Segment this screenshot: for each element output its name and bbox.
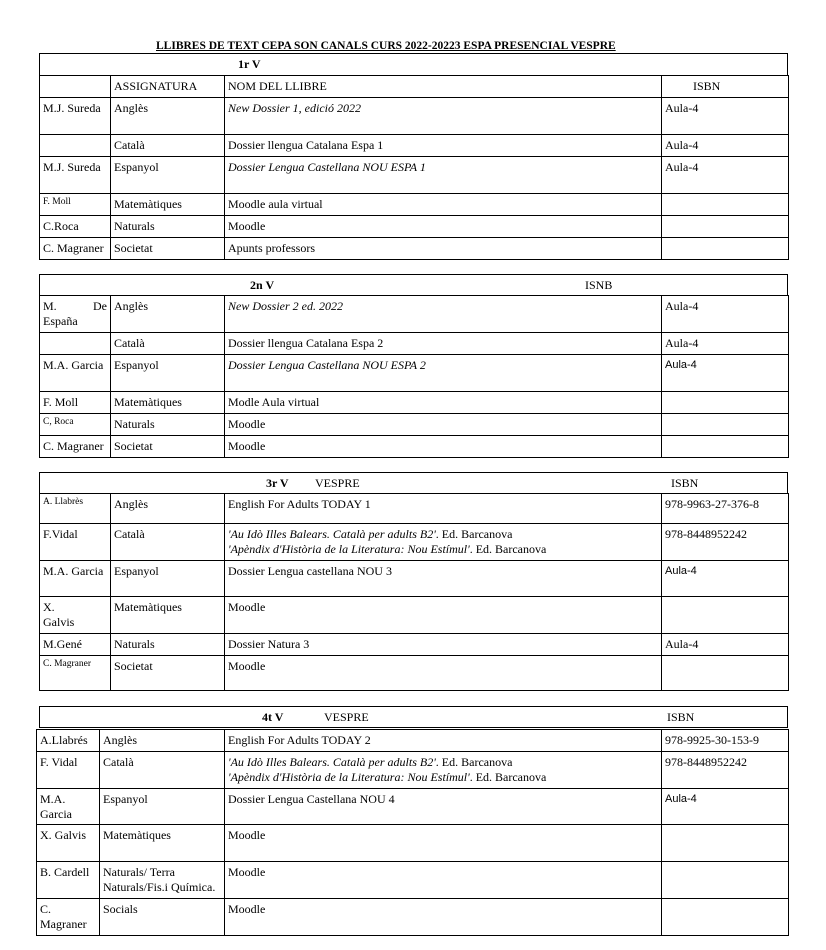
isbn-cell — [662, 392, 789, 414]
table-row — [37, 862, 789, 899]
subject-cell: Anglès — [111, 296, 225, 333]
subject-cell: Naturals — [111, 634, 225, 656]
teacher-cell: B. Cardell — [37, 862, 100, 899]
subject-cell: Anglès — [111, 98, 225, 135]
teacher-name-part: M. — [43, 299, 57, 313]
table-row — [37, 789, 789, 825]
table-row — [40, 238, 789, 260]
subject-cell: Naturals — [111, 414, 225, 436]
book-cell: English For Adults TODAY 2 — [225, 730, 662, 752]
table-row — [40, 634, 789, 656]
subject-cell: Societat — [111, 656, 225, 691]
isbn-header: ISBN — [671, 476, 699, 490]
isbn-cell — [662, 597, 789, 634]
teacher-cell: M.A. Garcia — [40, 561, 111, 597]
table-row — [40, 98, 789, 135]
teacher-cell: C.Roca — [40, 216, 111, 238]
column-header: ASSIGNATURA — [111, 76, 225, 98]
isbn-cell: 978-9925-30-153-9 — [662, 730, 789, 752]
book-title: 'Apèndix d'Història de la Literatura: Nou Estímul' — [228, 769, 470, 784]
teacher-cell: F. Moll — [40, 194, 111, 216]
teacher-name-part: España — [43, 313, 78, 328]
teacher-cell: M.A. Garcia — [37, 789, 100, 825]
isbn-cell: 978-8448952242 — [662, 752, 789, 789]
subject-cell: Català — [111, 524, 225, 561]
isbn-cell: 978-8448952242 — [662, 524, 789, 561]
isbn-cell — [662, 899, 789, 936]
subject-cell: Espanyol — [111, 355, 225, 392]
isbn-cell: Aula-4 — [662, 135, 789, 157]
teacher-cell: X. Galvis — [40, 597, 111, 634]
column-header — [40, 76, 111, 98]
teacher-cell: M.J. Sureda — [40, 157, 111, 194]
table-header-1r — [39, 53, 788, 76]
document-title: LLIBRES DE TEXT CEPA SON CANALS CURS 2022-20223 ESPA PRESENCIAL VESPRE — [156, 40, 616, 52]
table-row — [40, 656, 789, 691]
isbn-cell: Aula-4 — [662, 296, 789, 333]
isbn-cell — [662, 194, 789, 216]
teacher-cell — [40, 296, 111, 333]
subject-cell: Matemàtiques — [100, 825, 225, 862]
grade-label: 2n V — [250, 278, 275, 292]
isbn-cell — [662, 825, 789, 862]
subject-cell: Societat — [111, 436, 225, 458]
book-cell — [225, 752, 662, 789]
subject-cell: Anglès — [111, 494, 225, 524]
isbn-cell: Aula-4 — [662, 333, 789, 355]
book-publisher: . Ed. Barcanova — [469, 769, 547, 784]
isbn-cell — [662, 656, 789, 691]
book-cell: Moodle — [225, 656, 662, 691]
table-row — [40, 494, 789, 524]
isbn-cell — [662, 238, 789, 260]
table-3r — [39, 472, 788, 691]
book-cell: Moodle aula virtual — [225, 194, 662, 216]
table-row — [40, 135, 789, 157]
book-cell: Dossier Lengua Castellana NOU ESPA 1 — [225, 157, 662, 194]
subject-cell: Català — [111, 135, 225, 157]
teacher-cell: C. Magraner — [40, 656, 111, 691]
table-header-2n — [39, 274, 788, 296]
book-cell: Moodle — [225, 597, 662, 634]
grade-label: 4t V — [262, 710, 284, 724]
teacher-cell — [40, 333, 111, 355]
book-cell: Moodle — [225, 436, 662, 458]
subject-cell: Societat — [111, 238, 225, 260]
teacher-cell: A. Llabrès — [40, 494, 111, 524]
teacher-cell: C. Magraner — [40, 436, 111, 458]
book-cell: Moodle — [225, 862, 662, 899]
teacher-cell: M.J. Sureda — [40, 98, 111, 135]
isbn-cell: Aula-4 — [662, 561, 789, 597]
subject-cell: Naturals/ Terra Naturals/Fis.i Química. — [100, 862, 225, 899]
table-row — [37, 825, 789, 862]
book-cell — [225, 524, 662, 561]
isbn-cell — [662, 216, 789, 238]
subject-cell: Matemàtiques — [111, 392, 225, 414]
teacher-cell: C, Roca — [40, 414, 111, 436]
shift-label: VESPRE — [315, 476, 360, 490]
isbn-header: ISNB — [585, 278, 613, 292]
book-cell: Moodle — [225, 825, 662, 862]
subject-cell: Català — [100, 752, 225, 789]
book-publisher: . Ed. Barcanova — [469, 541, 547, 556]
book-cell: Dossier Lengua Castellana NOU 4 — [225, 789, 662, 825]
column-header: ISBN — [662, 76, 789, 98]
shift-label: VESPRE — [324, 710, 369, 724]
table-row — [40, 216, 789, 238]
table-row — [37, 899, 789, 936]
isbn-cell — [662, 436, 789, 458]
book-cell: New Dossier 1, edició 2022 — [225, 98, 662, 135]
table-row — [40, 524, 789, 561]
teacher-name-part: De — [93, 299, 107, 313]
book-cell: Modle Aula virtual — [225, 392, 662, 414]
column-header: NOM DEL LLIBRE — [225, 76, 662, 98]
isbn-cell: Aula-4 — [662, 157, 789, 194]
book-cell: Dossier Lengua Castellana NOU ESPA 2 — [225, 355, 662, 392]
teacher-cell: M.A. Garcia — [40, 355, 111, 392]
table-row — [40, 392, 789, 414]
table-row — [40, 333, 789, 355]
subject-cell: Matemàtiques — [111, 194, 225, 216]
teacher-cell: C. Magraner — [37, 899, 100, 936]
table-row — [40, 194, 789, 216]
table-header-4t — [39, 706, 788, 728]
book-publisher: . Ed. Barcanova — [435, 527, 513, 541]
book-cell: New Dossier 2 ed. 2022 — [225, 296, 662, 333]
teacher-cell: F. Vidal — [37, 752, 100, 789]
book-cell: Dossier llengua Catalana Espa 2 — [225, 333, 662, 355]
isbn-cell: Aula-4 — [662, 98, 789, 135]
book-cell: Dossier Lengua castellana NOU 3 — [225, 561, 662, 597]
teacher-cell: F.Vidal — [40, 524, 111, 561]
teacher-cell: F. Moll — [40, 392, 111, 414]
table-header-3r — [39, 472, 788, 494]
book-cell: English For Adults TODAY 1 — [225, 494, 662, 524]
table-row — [40, 296, 789, 333]
table-row — [37, 730, 789, 752]
table-row — [37, 752, 789, 789]
isbn-cell — [662, 414, 789, 436]
table-row — [40, 597, 789, 634]
book-cell: Moodle — [225, 414, 662, 436]
table-1r — [39, 53, 788, 260]
isbn-cell — [662, 862, 789, 899]
teacher-cell: A.Llabrés — [37, 730, 100, 752]
subject-cell: Espanyol — [100, 789, 225, 825]
isbn-cell: 978-9963-27-376-8 — [662, 494, 789, 524]
teacher-cell: X. Galvis — [37, 825, 100, 862]
book-cell: Moodle — [225, 216, 662, 238]
teacher-cell: C. Magraner — [40, 238, 111, 260]
teacher-cell — [40, 135, 111, 157]
book-cell: Dossier llengua Catalana Espa 1 — [225, 135, 662, 157]
book-publisher: . Ed. Barcanova — [435, 755, 513, 769]
book-cell: Dossier Natura 3 — [225, 634, 662, 656]
book-title: 'Au Idò Illes Balears. Català per adults B2' — [228, 755, 436, 769]
table-row — [40, 561, 789, 597]
isbn-cell: Aula-4 — [662, 789, 789, 825]
grade-label: 3r V — [266, 476, 289, 490]
book-cell: Apunts professors — [225, 238, 662, 260]
subject-cell: Socials — [100, 899, 225, 936]
table-row — [40, 414, 789, 436]
table-row — [40, 355, 789, 392]
teacher-cell: M.Gené — [40, 634, 111, 656]
table-row — [40, 157, 789, 194]
grade-label: 1r V — [238, 57, 261, 71]
subject-cell: Espanyol — [111, 157, 225, 194]
subject-cell: Anglès — [100, 730, 225, 752]
isbn-cell: Aula-4 — [662, 634, 789, 656]
isbn-header: ISBN — [667, 710, 695, 724]
subject-cell: Matemàtiques — [111, 597, 225, 634]
book-title: 'Au Idò Illes Balears. Català per adults B2' — [228, 527, 436, 541]
book-cell: Moodle — [225, 899, 662, 936]
table-4t — [36, 706, 788, 936]
table-row — [40, 436, 789, 458]
subject-cell: Espanyol — [111, 561, 225, 597]
subject-cell: Català — [111, 333, 225, 355]
table-2n — [39, 274, 788, 458]
book-title: 'Apèndix d'Història de la Literatura: Nou Estímul' — [228, 541, 470, 556]
subject-cell: Naturals — [111, 216, 225, 238]
column-header-row — [40, 76, 789, 98]
isbn-cell: Aula-4 — [662, 355, 789, 392]
